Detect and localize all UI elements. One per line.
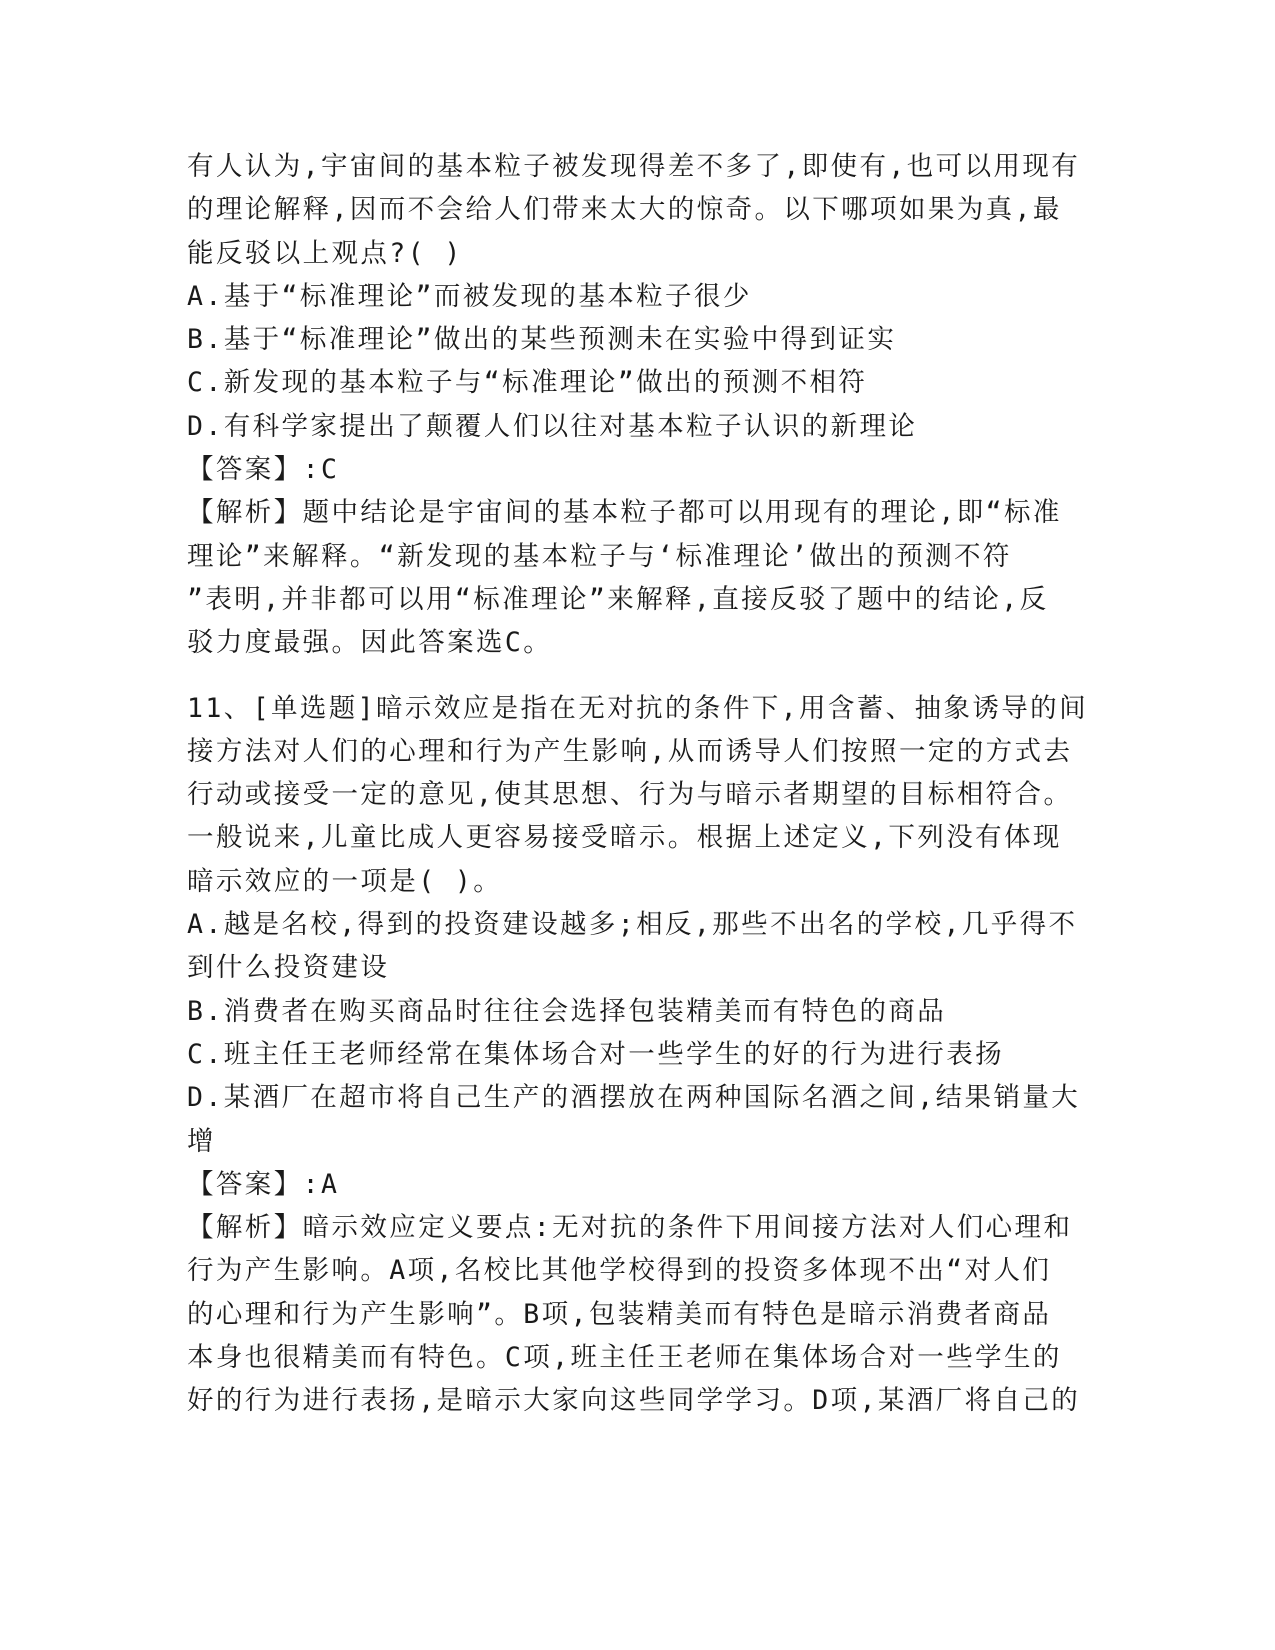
question-stem-line: 的理论解释,因而不会给人们带来太大的惊奇。以下哪项如果为真,最 xyxy=(187,194,1062,226)
analysis-line: 驳力度最强。因此答案选C。 xyxy=(187,627,553,659)
option-a-continued: 到什么投资建设 xyxy=(187,952,390,984)
question-stem-line: 接方法对人们的心理和行为产生影响,从而诱导人们按照一定的方式去 xyxy=(187,735,1073,767)
question-11 xyxy=(187,687,1087,1423)
question-stem-line: 11、[单选题]暗示效应是指在无对抗的条件下,用含蓄、抽象诱导的间 xyxy=(187,692,1088,724)
question-stem-line: 行动或接受一定的意见,使其思想、行为与暗示者期望的目标相符合。 xyxy=(187,779,1073,811)
analysis-line: 好的行为进行表扬,是暗示大家向这些同学学习。D项,某酒厂将自己的 xyxy=(187,1385,1081,1417)
question-stem-line: 有人认为,宇宙间的基本粒子被发现得差不多了,即使有,也可以用现有 xyxy=(187,151,1081,182)
analysis-line: 本身也很精美而有特色。C项,班主任王老师在集体场合对一些学生的 xyxy=(187,1342,1062,1374)
analysis-line: 行为产生影响。A项,名校比其他学校得到的投资多体现不出“对人们 xyxy=(187,1255,1052,1287)
option-a: A.基于“标准理论”而被发现的基本粒子很少 xyxy=(187,280,752,312)
option-d: D.某酒厂在超市将自己生产的酒摆放在两种国际名酒之间,结果销量大 xyxy=(187,1082,1081,1114)
question-stem-line: 能反驳以上观点?( ) xyxy=(187,237,463,269)
answer-line: 【答案】:A xyxy=(187,1168,340,1200)
option-b: B.消费者在购买商品时往往会选择包装精美而有特色的商品 xyxy=(187,995,947,1027)
analysis-line: 【解析】题中结论是宇宙间的基本粒子都可以用现有的理论,即“标准 xyxy=(187,497,1062,529)
option-a: A.越是名校,得到的投资建设越多;相反,那些不出名的学校,几乎得不 xyxy=(187,909,1078,941)
analysis-line: ”表明,并非都可以用“标准理论”来解释,直接反驳了题中的结论,反 xyxy=(187,583,1049,615)
option-c: C.班主任王老师经常在集体场合对一些学生的好的行为进行表扬 xyxy=(187,1038,1005,1070)
analysis-line: 【解析】暗示效应定义要点:无对抗的条件下用间接方法对人们心理和 xyxy=(187,1212,1073,1244)
analysis-line: 理论”来解释。“新发现的基本粒子与‘标准理论’做出的预测不符 xyxy=(187,540,1012,572)
question-10 xyxy=(187,145,1087,665)
question-stem-line: 暗示效应的一项是( )。 xyxy=(187,865,503,897)
answer-line: 【答案】:C xyxy=(187,454,340,486)
question-stem-line: 一般说来,儿童比成人更容易接受暗示。根据上述定义,下列没有体现 xyxy=(187,822,1062,854)
option-b: B.基于“标准理论”做出的某些预测未在实验中得到证实 xyxy=(187,324,897,356)
option-d-continued: 增 xyxy=(187,1125,216,1157)
document-body xyxy=(187,145,1087,1423)
option-c: C.新发现的基本粒子与“标准理论”做出的预测不相符 xyxy=(187,367,868,399)
option-d: D.有科学家提出了颠覆人们以往对基本粒子认识的新理论 xyxy=(187,410,918,442)
analysis-line: 的心理和行为产生影响”。B项,包装精美而有特色是暗示消费者商品 xyxy=(187,1298,1052,1330)
question-spacer xyxy=(187,665,1087,687)
